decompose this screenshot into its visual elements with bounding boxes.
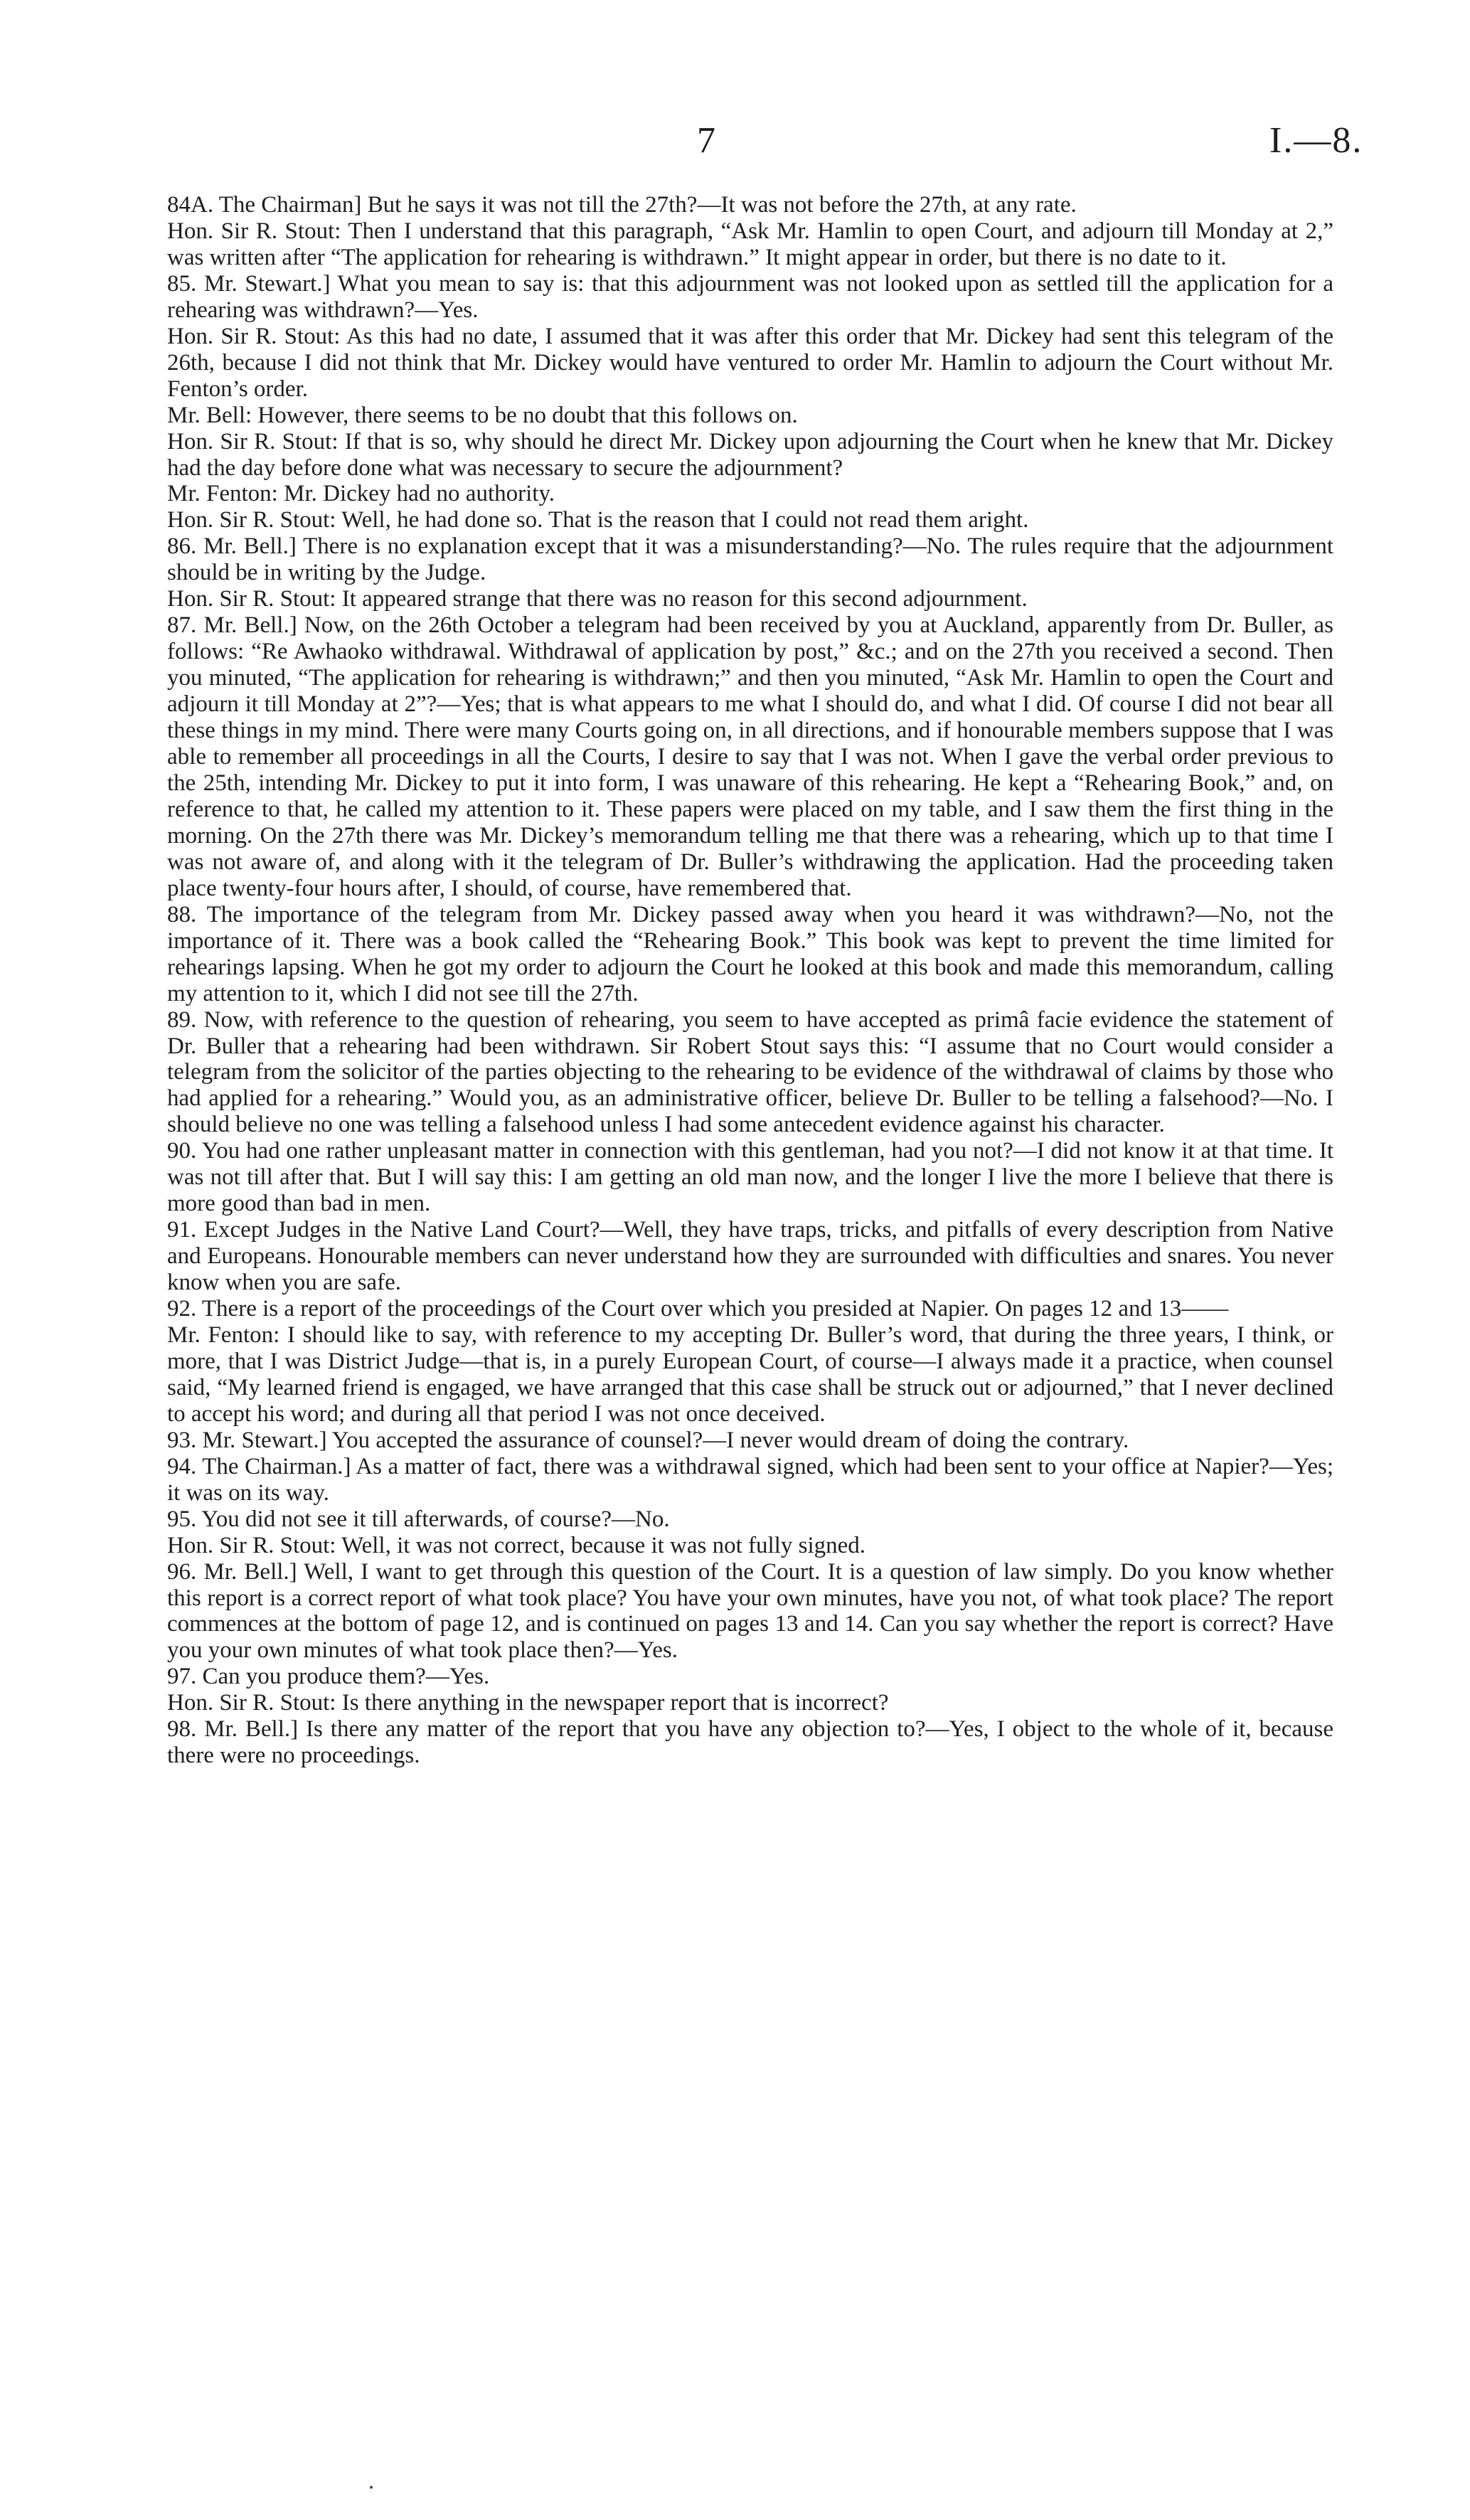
document-body xyxy=(167,192,1333,1769)
paragraph-93: 93. Mr. Stewart.] You accepted the assurance of counsel?—I never would dream of doing the contrary. xyxy=(167,1427,1129,1453)
paragraph-bell-1: Mr. Bell: However, there seems to be no doubt that this follows on. xyxy=(167,402,798,428)
paragraph-87: 87. Mr. Bell.] Now, on the 26th October a telegram had been received by you at Auckland, apparently from Dr. Buller, as follows: “Re Awhaoko withdrawal. Withdrawal of application by post,” &c.; and on the 27th you received a second. Then you minuted, “The application for rehearing is withdrawn;” and then you minuted, “Ask Mr. Hamlin to open the Court and adjourn it till Monday at 2”?—Yes; that is what appears to me what I should do, and what I did. Of course I did not bear all these things in my mind. There were many Courts going on, in all directions, and if honourable members suppose that I was able to remember all proceedings in all the Courts, I desire to say that I was not. When I gave the verbal order previous to the 25th, intending Mr. Dickey to put it into form, I was unaware of this rehearing. He kept a “Rehearing Book,” and, on reference to that, he called my attention to it. These papers were placed on my table, and I saw them the first thing in the morning. On the 27th there was Mr. Dickey’s memorandum telling me that there was a rehearing, which up to that time I was not aware of, and along with it the telegram of Dr. Buller’s withdrawing the application. Had the proceeding taken place twenty-four hours after, I should, of course, have remembered that. xyxy=(167,612,1333,901)
paragraph-86: 86. Mr. Bell.] There is no explanation except that it was a misunderstanding?—No. The rules require that the adjournment should be in writing by the Judge. xyxy=(167,533,1333,586)
paragraph-92: 92. There is a report of the proceedings of the Court over which you presided at Napier. On pages 12 and 13—— xyxy=(167,1296,1229,1322)
paragraph-stout-6: Hon. Sir R. Stout: Well, it was not correct, because it was not fully signed. xyxy=(167,1532,866,1558)
paragraph-90: 90. You had one rather unpleasant matter in connection with this gentleman, had you not?—I did not know it at that time. It was not till after that. But I will say this: I am getting an old man now, and the longer I live the more I believe that there is more good than bad in men. xyxy=(167,1138,1333,1217)
paragraph-91: 91. Except Judges in the Native Land Court?—Well, they have traps, tricks, and pitfalls of every description from Native and Europeans. Honourable members can never understand how they are surrounded with difficulties and snares. You never know when you are safe. xyxy=(167,1217,1333,1296)
paragraph-fenton-1: Mr. Fenton: Mr. Dickey had no authority. xyxy=(167,481,555,507)
paragraph-85: 85. Mr. Stewart.] What you mean to say is: that this adjournment was not looked upon as settled till the application for a rehearing was withdrawn?—Yes. xyxy=(167,270,1333,323)
paragraph-fenton-2: Mr. Fenton: I should like to say, with reference to my accepting Dr. Buller’s word, that during the three years, I think, or more, that I was District Judge—that is, in a purely European Court, of course—I always made it a practice, when counsel said, “My learned friend is engaged, we have arranged that this case shall be struck out or adjourned,” that I never declined to accept his word; and during all that period I was not once deceived. xyxy=(167,1322,1333,1427)
paragraph-84a: 84A. The Chairman] But he says it was not till the 27th?—It was not before the 27th, at any rate. xyxy=(167,192,1077,218)
paragraph-stout-1: Hon. Sir R. Stout: Then I understand that this paragraph, “Ask Mr. Hamlin to open Court, and adjourn till Monday at 2,” was written after “The application for rehearing is withdrawn.” It might appear in order, but there is no date to it. xyxy=(167,218,1333,270)
paragraph-96: 96. Mr. Bell.] Well, I want to get through this question of the Court. It is a question of law simply. Do you know whether this report is a correct report of what took place? You have your own minutes, have you not, of what took place? The report commences at the bottom of page 12, and is continued on pages 13 and 14. Can you say whether the report is correct? Have you your own minutes of what took place then?—Yes. xyxy=(167,1558,1333,1664)
paragraph-stout-3: Hon. Sir R. Stout: If that is so, why should he direct Mr. Dickey upon adjourning the Court when he knew that Mr. Dickey had the day before done what was necessary to secure the adjournment? xyxy=(167,428,1333,481)
paragraph-stout-5: Hon. Sir R. Stout: It appeared strange that there was no reason for this second adjournment. xyxy=(167,586,1028,612)
paragraph-98: 98. Mr. Bell.] Is there any matter of the report that you have any objection to?—Yes, I object to the whole of it, because there were no proceedings. xyxy=(167,1716,1333,1769)
paragraph-stout-2: Hon. Sir R. Stout: As this had no date, I assumed that it was after this order that Mr. Dickey had sent this telegram of the 26th, because I did not think that Mr. Dickey would have ventured to order Mr. Hamlin to adjourn the Court without Mr. Fenton’s order. xyxy=(167,323,1333,402)
paragraph-89: 89. Now, with reference to the question of rehearing, you seem to have accepted as primâ facie evidence the statement of Dr. Buller that a rehearing had been withdrawn. Sir Robert Stout says this: “I assume that no Court would consider a telegram from the solicitor of the parties objecting to the rehearing to be evidence of the withdrawal of claims by those who had applied for a rehearing.” Would you, as an administrative officer, believe Dr. Buller to be telling a falsehood?—No. I should believe no one was telling a falsehood unless I had some antecedent evidence against his character. xyxy=(167,1006,1333,1138)
document-reference: I.—8. xyxy=(1269,120,1363,161)
paragraph-88: 88. The importance of the telegram from Mr. Dickey passed away when you heard it was withdrawn?—No, not the importance of it. There was a book called the “Rehearing Book.” This book was kept to prevent the time limited for rehearings lapsing. When he got my order to adjourn the Court he looked at this book and made this memorandum, calling my attention to it, which I did not see till the 27th. xyxy=(167,901,1333,1006)
paragraph-stout-4: Hon. Sir R. Stout: Well, he had done so. That is the reason that I could not read them aright. xyxy=(167,507,1029,533)
print-speck xyxy=(370,2486,373,2489)
paragraph-stout-7: Hon. Sir R. Stout: Is there anything in the newspaper report that is incorrect? xyxy=(167,1690,889,1716)
page-number: 7 xyxy=(697,120,715,161)
paragraph-94: 94. The Chairman.] As a matter of fact, there was a withdrawal signed, which had been sent to your office at Napier?—Yes; it was on its way. xyxy=(167,1453,1333,1506)
paragraph-95: 95. You did not see it till afterwards, of course?—No. xyxy=(167,1506,670,1532)
paragraph-97: 97. Can you produce them?—Yes. xyxy=(167,1664,490,1690)
page-header xyxy=(0,119,1470,176)
